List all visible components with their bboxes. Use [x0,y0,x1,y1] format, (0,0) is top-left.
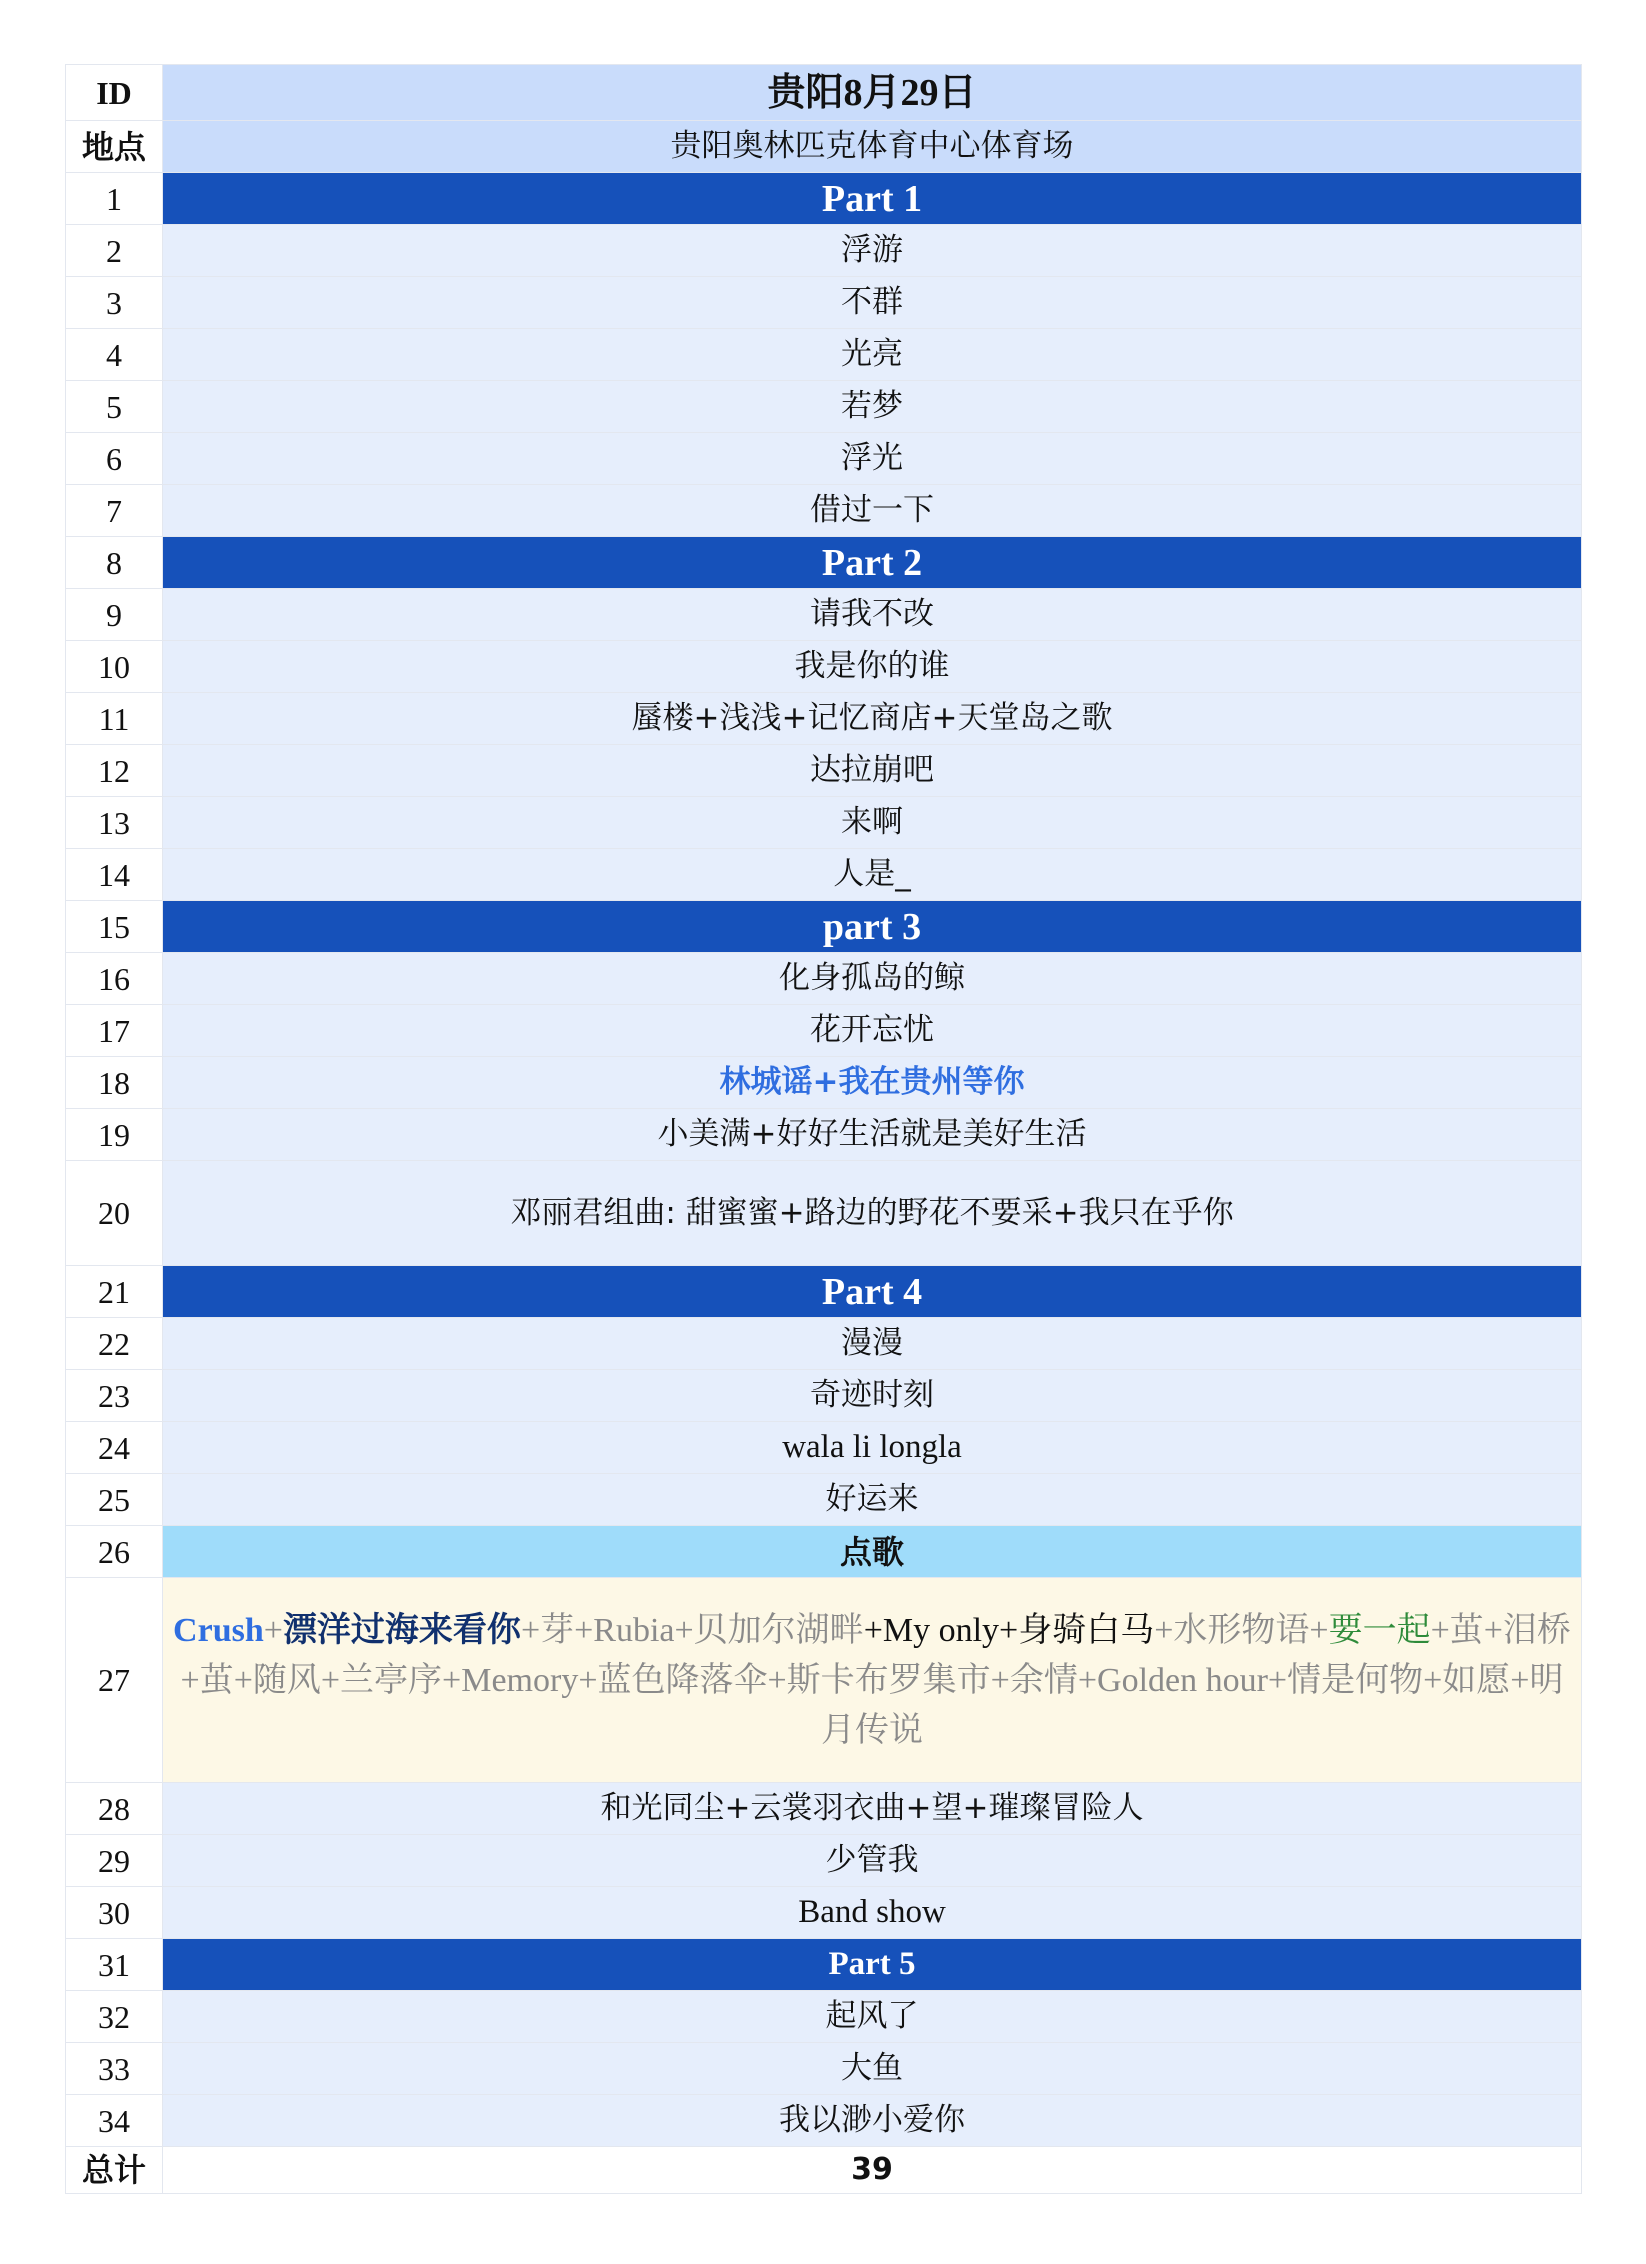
song-request-header: 点歌 [163,1526,1582,1578]
row-id: 4 [66,329,163,381]
row-id: 34 [66,2095,163,2147]
row-id: 30 [66,1887,163,1939]
setlist-row [66,537,1582,589]
song-title: 若梦 [163,381,1582,433]
row-id: 10 [66,641,163,693]
venue-label: 地点 [66,121,163,173]
setlist-row [66,1578,1582,1783]
setlist-row [66,745,1582,797]
song-title: 借过一下 [163,485,1582,537]
row-id: 7 [66,485,163,537]
song-title: 大鱼 [163,2043,1582,2095]
medley-segment: +水形物语+ [1154,1611,1329,1649]
row-id: 24 [66,1422,163,1474]
setlist-row [66,693,1582,745]
medley-segment: 漂洋过海来看你 [282,1609,521,1650]
row-id: 19 [66,1109,163,1161]
song-title: 我是你的谁 [163,641,1582,693]
row-id: 21 [66,1266,163,1318]
row-id: 17 [66,1005,163,1057]
row-id: 1 [66,173,163,225]
row-id: 5 [66,381,163,433]
setlist-row [66,953,1582,1005]
row-id: 31 [66,1939,163,1991]
row-id: 8 [66,537,163,589]
row-id: 9 [66,589,163,641]
row-id: 26 [66,1526,163,1578]
song-title: 花开忘忧 [163,1005,1582,1057]
setlist-row [66,225,1582,277]
row-id: 28 [66,1783,163,1835]
row-id: 32 [66,1991,163,2043]
total-row [66,2147,1582,2194]
medley-segment: + [263,1611,283,1649]
setlist-row [66,849,1582,901]
song-title: 不群 [163,277,1582,329]
song-title: 奇迹时刻 [163,1370,1582,1422]
song-title: 起风了 [163,1991,1582,2043]
row-id: 3 [66,277,163,329]
medley-segment: 泪桥 [1502,1611,1571,1649]
song-title: 和光同尘+云裳羽衣曲+望+璀璨冒险人 [163,1783,1582,1835]
row-id: 20 [66,1161,163,1266]
setlist-row [66,589,1582,641]
setlist-row [66,2043,1582,2095]
song-title: wala li longla [163,1422,1582,1474]
setlist-row [66,1422,1582,1474]
setlist-row [66,433,1582,485]
row-id: 2 [66,225,163,277]
song-title: 光亮 [163,329,1582,381]
row-id: 16 [66,953,163,1005]
song-title: 来啊 [163,797,1582,849]
setlist-row [66,381,1582,433]
medley-segment: 蓝色降落伞+斯卡布罗集市+余情+Golden hour+情是何物+如愿+明月传说 [597,1661,1564,1749]
row-id: 6 [66,433,163,485]
song-title: 好运来 [163,1474,1582,1526]
song-title: 蜃楼+浅浅+记忆商店+天堂岛之歌 [163,693,1582,745]
setlist-row [66,1005,1582,1057]
row-id: 18 [66,1057,163,1109]
song-title: 请我不改 [163,589,1582,641]
setlist-row [66,1835,1582,1887]
song-title: 化身孤岛的鲸 [163,953,1582,1005]
setlist-row [66,1887,1582,1939]
row-id: 12 [66,745,163,797]
venue-row [66,121,1582,173]
medley-segment: 要一起 [1328,1611,1431,1649]
setlist-body [66,65,1582,2194]
row-id: 23 [66,1370,163,1422]
total-label: 总计 [66,2147,163,2194]
setlist-row [66,1991,1582,2043]
setlist-row [66,641,1582,693]
medley-segment: +My only+身骑白马 [863,1611,1155,1649]
setlist-row [66,329,1582,381]
song-title: 小美满+好好生活就是美好生活 [163,1109,1582,1161]
setlist-row [66,1526,1582,1578]
id-column-header: ID [66,65,163,121]
setlist-row [66,1109,1582,1161]
song-title: 少管我 [163,1835,1582,1887]
song-title: 林城谣+我在贵州等你 [163,1057,1582,1109]
setlist-row [66,1057,1582,1109]
medley-cell [163,1578,1582,1783]
song-title: 漫漫 [163,1318,1582,1370]
song-title: 人是_ [163,849,1582,901]
setlist-row [66,277,1582,329]
concert-title: 贵阳8月29日 [767,71,977,114]
song-title: 浮光 [163,433,1582,485]
part-header: Part 5 [163,1939,1582,1991]
setlist-row [66,1939,1582,1991]
song-title: 浮游 [163,225,1582,277]
setlist-row [66,1318,1582,1370]
song-title: 邓丽君组曲: 甜蜜蜜+路边的野花不要采+我只在乎你 [163,1161,1582,1266]
setlist-row [66,1783,1582,1835]
row-id: 14 [66,849,163,901]
medley-segment: +芽+Rubia+贝加尔湖畔 [520,1611,864,1649]
row-id: 29 [66,1835,163,1887]
header-row [66,65,1582,121]
medley-segment: Crush [173,1611,264,1649]
part-header: Part 2 [163,537,1582,589]
setlist-row [66,1266,1582,1318]
setlist-row [66,1161,1582,1266]
setlist-row [66,797,1582,849]
row-id: 15 [66,901,163,953]
medley-segment: +茧+ [1430,1611,1503,1649]
row-id: 25 [66,1474,163,1526]
setlist-row [66,1474,1582,1526]
concert-title-cell [163,65,1582,121]
row-id: 27 [66,1578,163,1783]
row-id: 13 [66,797,163,849]
total-value: 39 [163,2147,1582,2194]
row-id: 33 [66,2043,163,2095]
part-header: part 3 [163,901,1582,953]
setlist-row [66,1370,1582,1422]
song-title: Band show [163,1887,1582,1939]
setlist-table [65,64,1582,2194]
setlist-row [66,173,1582,225]
song-title: 我以渺小爱你 [163,2095,1582,2147]
row-id: 11 [66,693,163,745]
song-title: 达拉崩吧 [163,745,1582,797]
medley-segment: +茧+随风+兰亭序+Memory+ [180,1661,598,1699]
part-header: Part 1 [163,173,1582,225]
setlist-row [66,901,1582,953]
part-header: Part 4 [163,1266,1582,1318]
setlist-row [66,2095,1582,2147]
row-id: 22 [66,1318,163,1370]
setlist-row [66,485,1582,537]
venue-name: 贵阳奥林匹克体育中心体育场 [163,121,1582,173]
